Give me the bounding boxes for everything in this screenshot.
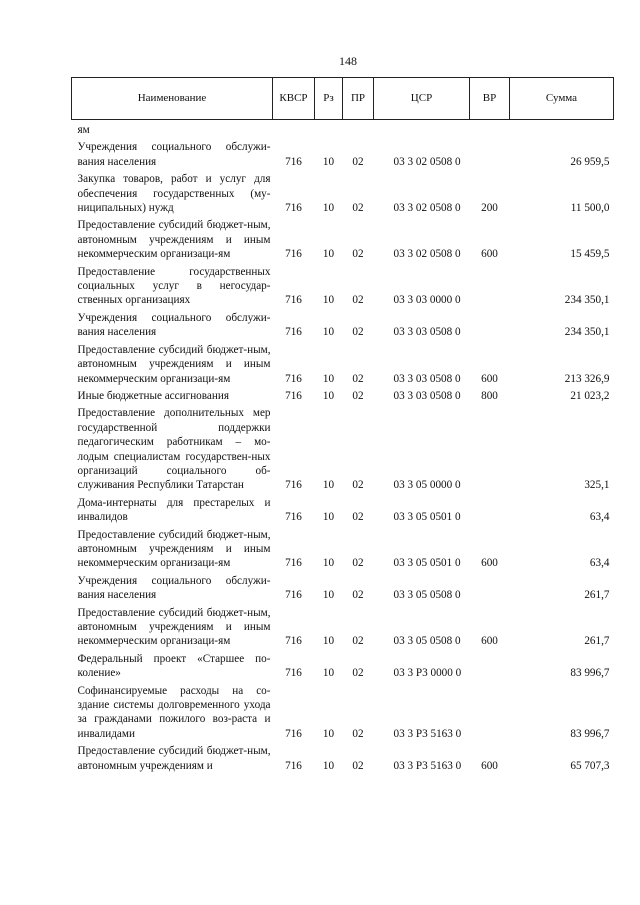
- cell-pr: 02: [352, 372, 364, 385]
- cell-kvsr: 716: [285, 557, 302, 570]
- cell-csr: [374, 120, 470, 138]
- cell-sum: 234 350,1: [564, 294, 610, 307]
- cell-vr: [470, 137, 510, 169]
- cell-rz: [315, 120, 343, 138]
- header-rz: Рз: [315, 78, 343, 120]
- cell-rz: 10: [322, 635, 335, 648]
- header-sum: Сумма: [510, 78, 614, 120]
- cell-pr: 02: [352, 667, 364, 680]
- cell-rz: 10: [322, 202, 335, 215]
- table-row: [72, 681, 614, 742]
- cell-csr: 03 3 02 0508 0: [393, 248, 461, 261]
- cell-name: Дома-интернаты для престарелых и инвалидов: [77, 496, 271, 524]
- cell-pr: 02: [352, 557, 364, 570]
- cell-name: Учреждения социального обслужи-вания населения: [77, 574, 271, 602]
- cell-pr: [343, 120, 374, 138]
- cell-sum: 325,1: [584, 479, 610, 492]
- cell-kvsr: 716: [285, 155, 302, 168]
- cell-name: Учреждения социального обслужи-вания населения: [77, 311, 271, 339]
- cell-sum: 213 326,9: [564, 372, 610, 385]
- cell-vr: 200: [481, 202, 498, 215]
- cell-pr: 02: [352, 202, 364, 215]
- cell-name: Предоставление субсидий бюджет-ным, автономным учреждениям и иным некоммерческим организаци-ям: [77, 606, 271, 648]
- cell-sum: 65 707,3: [570, 759, 610, 772]
- cell-rz: 10: [322, 248, 335, 261]
- cell-rz: 10: [322, 727, 335, 740]
- cell-sum: 261,7: [584, 589, 610, 602]
- table-row: [72, 571, 614, 603]
- cell-kvsr: 716: [285, 727, 302, 740]
- cell-rz: 10: [322, 326, 335, 339]
- cell-vr: [470, 262, 510, 308]
- cell-sum: 261,7: [584, 635, 610, 648]
- table-row: [72, 169, 614, 215]
- cell-csr: 03 3 02 0508 0: [393, 202, 461, 215]
- cell-kvsr: 716: [285, 635, 302, 648]
- cell-sum: 234 350,1: [564, 326, 610, 339]
- cell-pr: 02: [352, 511, 364, 524]
- cell-kvsr: 716: [285, 202, 302, 215]
- cell-name: Предоставление субсидий бюджет-ным, автономным учреждениям и иным некоммерческим организаци-ям: [77, 528, 271, 570]
- cell-pr: 02: [352, 294, 364, 307]
- cell-kvsr: 716: [285, 294, 302, 307]
- header-name: Наименование: [72, 78, 273, 120]
- cell-rz: 10: [322, 511, 335, 524]
- cell-name: Предоставление дополнительных мер государственной поддержки педагогическим работникам – мо-лодым специалистам государствен-ных организаций социального об-служивания Республики Татарстан: [77, 407, 271, 492]
- cell-csr: 03 3 05 0508 0: [393, 635, 461, 648]
- cell-csr: 03 3 05 0508 0: [393, 589, 461, 602]
- cell-pr: 02: [352, 389, 364, 402]
- cell-kvsr: [273, 120, 315, 138]
- cell-csr: 03 3 P3 5163 0: [393, 759, 462, 772]
- cell-pr: 02: [352, 759, 364, 772]
- cell-kvsr: 716: [285, 326, 302, 339]
- table-row: [72, 120, 614, 138]
- cell-sum: [510, 120, 614, 138]
- cell-name: Закупка товаров, работ и услуг для обеспечения государственных (му-ниципальных) нужд: [77, 173, 271, 215]
- cell-name: Предоставление государственных социальных услуг в негосудар-ственных организациях: [77, 265, 271, 307]
- cell-name: Учреждения социального обслужи-вания населения: [77, 141, 271, 168]
- cell-sum: 83 996,7: [570, 667, 610, 680]
- cell-rz: 10: [322, 372, 335, 385]
- cell-csr: 03 3 05 0000 0: [393, 479, 461, 492]
- table-row: [72, 215, 614, 261]
- cell-kvsr: 716: [285, 759, 302, 772]
- cell-vr: 600: [481, 557, 498, 570]
- cell-rz: 10: [322, 589, 335, 602]
- cell-csr: 03 3 03 0508 0: [393, 389, 461, 402]
- cell-pr: 02: [352, 589, 364, 602]
- cell-name: Предоставление субсидий бюджет-ным, автономным учреждениям и: [77, 745, 271, 772]
- cell-pr: 02: [352, 155, 364, 168]
- cell-sum: 63,4: [589, 511, 610, 524]
- cell-csr: 03 3 02 0508 0: [393, 155, 461, 168]
- table-body: [72, 120, 614, 774]
- table-row: [72, 603, 614, 649]
- cell-csr: 03 3 03 0508 0: [393, 372, 461, 385]
- header-kvsr: КВСР: [273, 78, 315, 120]
- cell-rz: 10: [322, 294, 335, 307]
- cell-name: Иные бюджетные ассигнования: [77, 389, 229, 402]
- cell-vr: [470, 493, 510, 525]
- cell-name: ям: [77, 124, 90, 136]
- cell-csr: 03 3 03 0000 0: [393, 294, 461, 307]
- cell-vr: [470, 308, 510, 340]
- cell-kvsr: 716: [285, 589, 302, 602]
- cell-vr: [470, 649, 510, 681]
- cell-kvsr: 716: [285, 479, 302, 492]
- cell-csr: 03 3 03 0508 0: [393, 326, 461, 339]
- header-pr: ПР: [343, 78, 374, 120]
- cell-vr: 600: [481, 372, 498, 385]
- cell-sum: 11 500,0: [570, 202, 610, 215]
- cell-kvsr: 716: [285, 372, 302, 385]
- cell-sum: 21 023,2: [570, 389, 610, 402]
- header-vr: ВР: [470, 78, 510, 120]
- cell-pr: 02: [352, 635, 364, 648]
- table-row: [72, 308, 614, 340]
- cell-rz: 10: [322, 667, 335, 680]
- table-row: [72, 340, 614, 386]
- cell-name: Предоставление субсидий бюджет-ным, автономным учреждениям и иным некоммерческим организаци-ям: [77, 343, 271, 385]
- cell-pr: 02: [352, 248, 364, 261]
- cell-csr: 03 3 05 0501 0: [393, 511, 461, 524]
- table-row: [72, 386, 614, 403]
- budget-table: [71, 77, 614, 773]
- cell-csr: 03 3 P3 0000 0: [393, 667, 462, 680]
- cell-vr: 600: [481, 635, 498, 648]
- cell-rz: 10: [322, 155, 335, 168]
- cell-vr: [470, 681, 510, 742]
- cell-rz: 10: [322, 389, 335, 402]
- cell-vr: [470, 571, 510, 603]
- cell-rz: 10: [322, 479, 335, 492]
- cell-vr: 600: [481, 759, 498, 772]
- cell-rz: 10: [322, 557, 335, 570]
- cell-rz: 10: [322, 759, 335, 772]
- cell-vr: 600: [481, 248, 498, 261]
- cell-csr: 03 3 P3 5163 0: [393, 727, 462, 740]
- table-row: [72, 741, 614, 773]
- table-row: [72, 525, 614, 571]
- table-row: [72, 137, 614, 169]
- header-csr: ЦСР: [374, 78, 470, 120]
- page-number: 148: [339, 54, 357, 68]
- cell-sum: 26 959,5: [570, 155, 610, 168]
- table-row: [72, 403, 614, 492]
- cell-csr: 03 3 05 0501 0: [393, 557, 461, 570]
- cell-kvsr: 716: [285, 511, 302, 524]
- cell-sum: 83 996,7: [570, 727, 610, 740]
- cell-pr: 02: [352, 727, 364, 740]
- cell-sum: 15 459,5: [570, 248, 610, 261]
- cell-vr: [470, 120, 510, 138]
- cell-vr: [470, 403, 510, 492]
- cell-name: Предоставление субсидий бюджет-ным, автономным учреждениям и иным некоммерческим организаци-ям: [77, 219, 271, 261]
- cell-pr: 02: [352, 479, 364, 492]
- cell-name: Софинансируемые расходы на со-здание системы долговременного ухода за гражданами пожилого воз-раста и инвалидами: [77, 684, 271, 740]
- cell-vr: 800: [481, 389, 498, 402]
- table-row: [72, 262, 614, 308]
- cell-kvsr: 716: [285, 248, 302, 261]
- table-row: [72, 649, 614, 681]
- cell-kvsr: 716: [285, 389, 302, 402]
- table-header: [72, 78, 614, 120]
- cell-pr: 02: [352, 326, 364, 339]
- cell-kvsr: 716: [285, 667, 302, 680]
- cell-name: Федеральный проект «Старшее по-коление»: [77, 652, 271, 680]
- table-row: [72, 493, 614, 525]
- cell-sum: 63,4: [589, 557, 610, 570]
